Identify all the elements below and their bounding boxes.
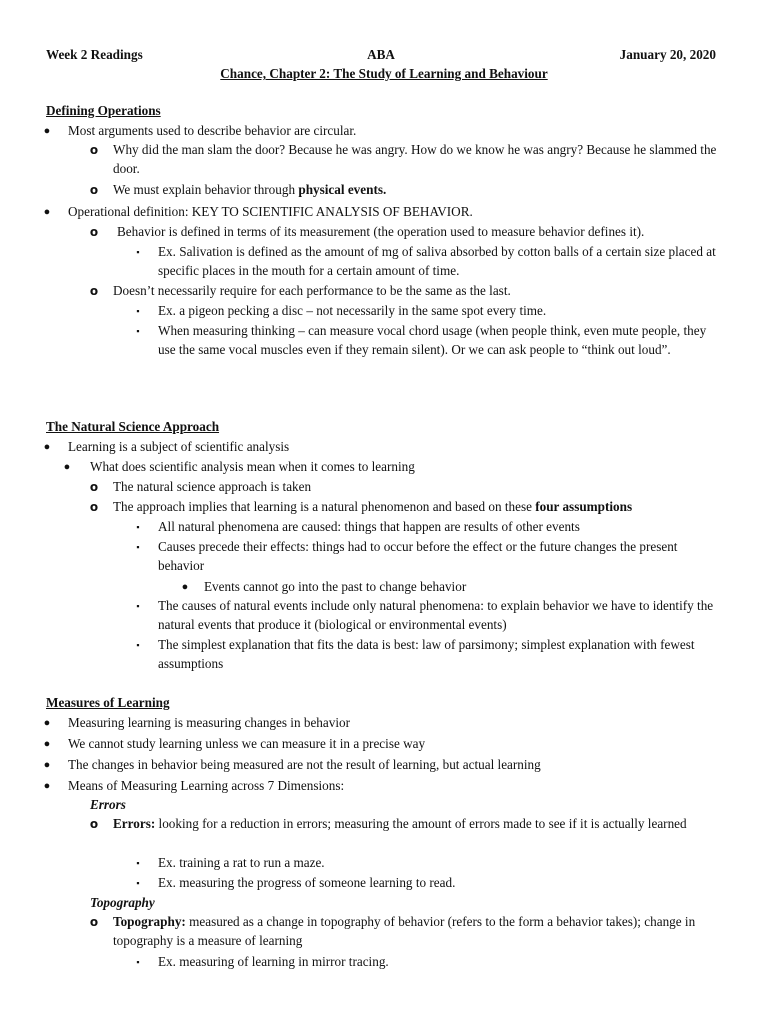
list-item [113,180,720,199]
list-item: Ex. measuring of learning in mirror tracing. [158,954,389,969]
list-item: Causes precede their effects: things had to occur before the effect or the future changes the present behavior [158,539,678,574]
list-item: Ex. measuring the progress of someone learning to read. [158,875,456,890]
item-bold-text: four assumptions [535,499,633,514]
square-marker: ▪ [136,306,140,316]
circle-marker: o [89,915,99,929]
list-item: Most arguments used to describe behavior are circular. [68,123,357,138]
item-bold-text: physical events. [298,182,387,197]
circle-marker: o [89,480,99,494]
list-item [113,814,720,833]
bullet-marker: ● [43,717,51,729]
item-bold-text: Topography: [113,914,186,929]
list-item: Ex. a pigeon pecking a disc – not necessarily in the same spot every time. [158,303,547,318]
header-left: Week 2 Readings [46,47,143,62]
list-item: Behavior is defined in terms of its measurement (the operation used to measure behavior defines it). [117,224,645,239]
bullet-marker: ● [43,441,51,453]
list-item: Learning is a subject of scientific analysis [68,439,290,454]
square-marker: ▪ [136,247,140,257]
circle-marker: o [89,143,99,157]
circle-marker: o [89,284,99,298]
list-item: Means of Measuring Learning across 7 Dimensions: [68,778,345,793]
list-item: The natural science approach is taken [113,479,312,494]
list-item: Ex. training a rat to run a maze. [158,855,325,870]
square-marker: ▪ [136,542,140,552]
list-item: Events cannot go into the past to change behavior [204,579,467,594]
list-item: The changes in behavior being measured are not the result of learning, but actual learning [68,757,541,772]
item-text: We must explain behavior through [113,182,296,197]
bullet-marker: ● [43,780,51,792]
bullet-marker: ● [181,581,189,593]
list-item: We cannot study learning unless we can measure it in a precise way [68,736,426,751]
list-item: Ex. Salivation is defined as the amount of mg of saliva absorbed by cotton balls of a certain size placed at specific places in the mouth for a certain amount of time. [158,244,716,279]
section-heading-measures: Measures of Learning [46,695,170,710]
section-heading-natural-science: The Natural Science Approach [46,419,220,434]
list-item: Why did the man slam the door? Because he was angry. How do we know he was angry? Because he slammed the door. [113,142,717,177]
square-marker: ▪ [136,326,140,336]
list-item: When measuring thinking – can measure vocal chord usage (when people think, even mute people, they use the same vocal muscles even if they remain silent). Or we can ask people to “think out loud”. [158,323,707,358]
list-item [113,497,720,516]
bullet-marker: ● [63,461,71,473]
square-marker: ▪ [136,601,140,611]
subheading-topography: Topography [90,895,155,910]
bullet-marker: ● [43,206,51,218]
square-marker: ▪ [136,858,140,868]
circle-marker: o [89,500,99,514]
list-item: The simplest explanation that fits the data is best: law of parsimony; simplest explanation with fewest assumptions [158,637,695,672]
list-item: Operational definition: KEY TO SCIENTIFIC ANALYSIS OF BEHAVIOR. [68,204,473,219]
list-item: Doesn’t necessarily require for each performance to be the same as the last. [113,283,511,298]
bullet-marker: ● [43,738,51,750]
item-text: measured as a change in topography of behavior (refers to the form a behavior takes); change in topography is a measure of learning [113,914,696,949]
header-right: January 20, 2020 [619,47,716,62]
page-header [46,45,716,65]
list-item: Measuring learning is measuring changes in behavior [68,715,350,730]
document-title: Chance, Chapter 2: The Study of Learning and Behaviour [220,66,548,81]
list-item: What does scientific analysis mean when it comes to learning [90,459,415,474]
bullet-marker: ● [43,759,51,771]
square-marker: ▪ [136,878,140,888]
circle-marker: o [89,183,99,197]
circle-marker: o [89,817,99,831]
list-item [113,912,720,951]
subheading-errors: Errors [90,797,126,812]
list-item: The causes of natural events include only natural phenomena: to explain behavior we have to identify the natural events that produce it (biological or environmental events) [158,598,714,633]
section-heading-defining-operations: Defining Operations [46,103,161,118]
square-marker: ▪ [136,957,140,967]
item-text: looking for a reduction in errors; measuring the amount of errors made to see if it is actually learned [158,816,687,831]
bullet-marker: ● [43,125,51,137]
list-item: All natural phenomena are caused: things that happen are results of other events [158,519,580,534]
square-marker: ▪ [136,522,140,532]
circle-marker: o [89,225,99,239]
item-text: The approach implies that learning is a natural phenomenon and based on these [113,499,532,514]
square-marker: ▪ [136,640,140,650]
item-bold-text: Errors: [113,816,156,831]
header-center: ABA [367,47,395,62]
